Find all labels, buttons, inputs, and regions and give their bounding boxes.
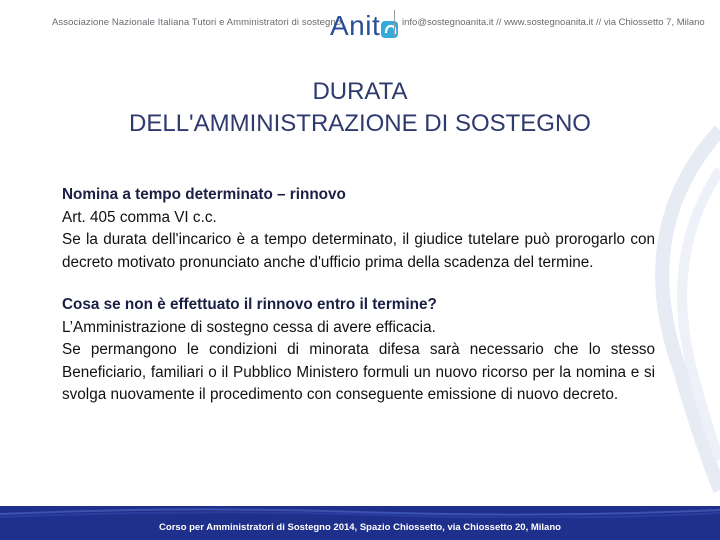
section-spacer — [62, 274, 655, 294]
header-divider — [394, 10, 395, 36]
section1-reference: Art. 405 comma VI c.c. — [62, 208, 217, 226]
slide-content — [62, 184, 655, 407]
footer-text: Corso per Amministratori di Sostegno 2014, Spazio Chiossetto, via Chiossetto 20, Milano — [159, 522, 561, 533]
association-name: Associazione Nazionale Italiana Tutori e Amministratori di sostegno — [52, 17, 342, 28]
section1-body: Se la durata dell'incarico è a tempo determinato, il giudice tutelare può prorogarlo con decreto motivato pronunciato anche d'ufficio prima della scadenza del termine. — [62, 231, 655, 271]
section2-body: Se permangono le condizioni di minorata difesa sarà necessario che lo stesso Beneficiario, familiari o il Pubblico Ministero formuli un nuovo ricorso per la nomina e si svolga nuovamente il procedimento con conseguente emissione di nuovo decreto. — [62, 341, 655, 403]
slide-title — [0, 76, 720, 140]
title-line-1: DURATA — [312, 78, 408, 105]
section2-line1: L’Amministrazione di sostegno cessa di avere efficacia. — [62, 318, 436, 336]
contact-info: info@sostegnoanita.it // www.sostegnoanita.it // via Chiossetto 7, Milano — [402, 17, 705, 28]
logo-a-mark-icon — [381, 17, 401, 39]
section1-heading: Nomina a tempo determinato – rinnovo — [62, 186, 346, 203]
footer-wave-decoration — [0, 506, 720, 518]
anita-logo — [330, 4, 401, 40]
slide-footer — [0, 506, 720, 540]
logo-text: Anit — [330, 10, 381, 41]
title-line-2: DELL'AMMINISTRAZIONE DI SOSTEGNO — [129, 110, 591, 137]
slide-header — [0, 0, 720, 62]
section2-heading: Cosa se non è effettuato il rinnovo entro il termine? — [62, 296, 437, 313]
